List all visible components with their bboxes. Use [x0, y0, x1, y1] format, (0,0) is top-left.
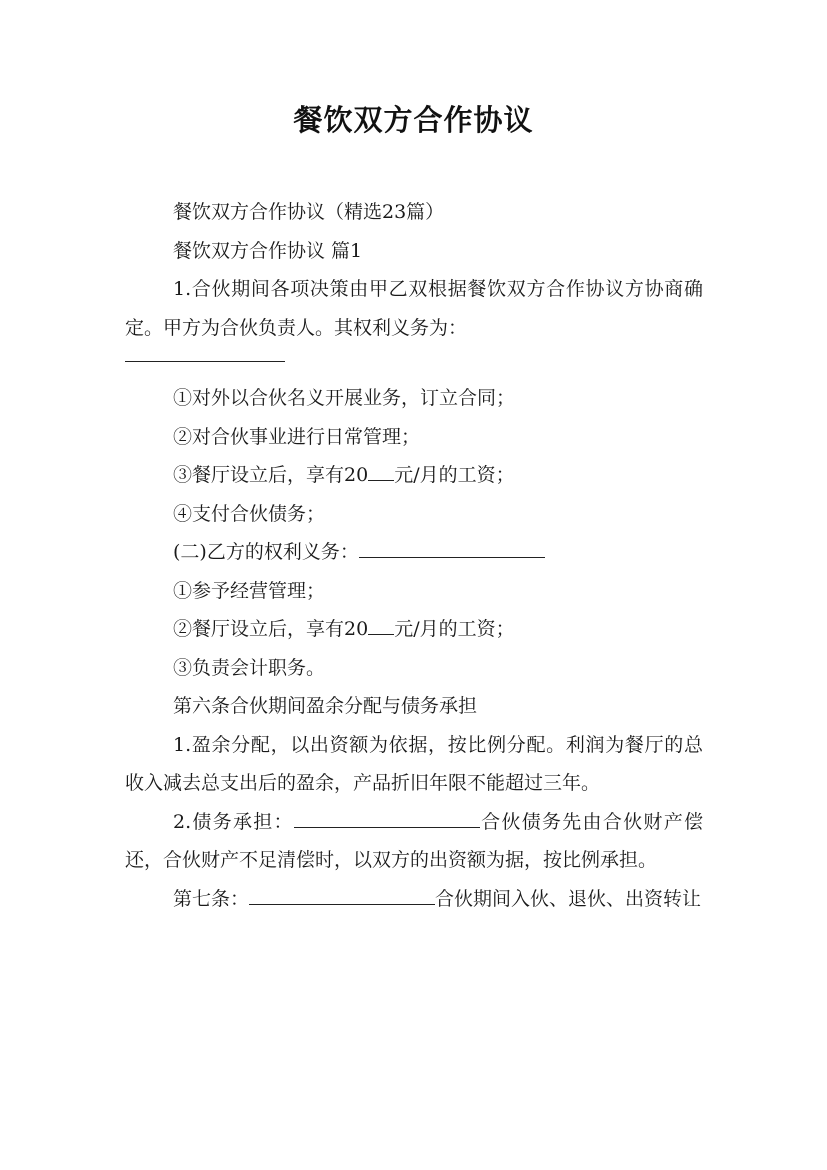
paragraph-section-heading: 餐饮双方合作协议 篇1 [173, 239, 363, 262]
text-fragment: 合伙债务先由合伙财产偿还，合伙财产不足清偿时，以双方的出资额为据，按比例承担。 [125, 810, 703, 871]
list-item-party-b-2 [125, 610, 703, 649]
list-item-party-a-1: ①对外以合伙名义开展业务，订立合同； [173, 387, 516, 409]
paragraph-profit-distribution: 1.盈余分配，以出资额为依据，按比例分配。利润为餐厅的总收入减去总支出后的盈余，产品折旧年限不能超过三年。 [125, 733, 703, 794]
document-body [125, 193, 703, 918]
text-fragment: 合伙期间入伙、退伙、出资转让 [435, 887, 702, 910]
fill-in-blank [368, 479, 394, 481]
fill-in-blank-line [125, 361, 285, 362]
paragraph-decision-clause: 1.合伙期间各项决策由甲乙双根据餐饮双方合作协议方协商确定。甲方为合伙负责人。其权利义务为： [125, 278, 703, 339]
paragraph-article-seven [125, 880, 703, 919]
fill-in-blank [359, 556, 545, 558]
text-fragment: 第七条： [173, 887, 250, 910]
fill-in-blank [368, 633, 394, 635]
text-fragment: ②餐厅设立后，享有20 [173, 618, 369, 640]
paragraph-intro: 餐饮双方合作协议（精选23篇） [173, 201, 445, 223]
text-fragment: ③餐厅设立后，享有20 [173, 464, 369, 486]
list-item-party-b-3: ③负责会计职务。 [173, 656, 326, 679]
fill-in-blank [294, 826, 480, 828]
list-item-party-a-3 [125, 456, 703, 495]
paragraph-article-six: 第六条合伙期间盈余分配与债务承担 [173, 695, 478, 717]
text-fragment: 元/月的工资； [394, 618, 515, 640]
text-fragment: (二)乙方的权利义务： [173, 541, 359, 563]
list-item-party-a-2: ②对合伙事业进行日常管理； [173, 425, 421, 448]
paragraph-debt-bearing [125, 803, 703, 880]
document-title: 餐饮双方合作协议 [293, 103, 534, 137]
fill-in-blank [249, 903, 435, 905]
text-fragment: 2.债务承担： [173, 810, 294, 833]
text-fragment: 元/月的工资； [394, 464, 515, 486]
paragraph-party-b-heading [125, 533, 703, 572]
list-item-party-b-1: ①参予经营管理； [173, 579, 326, 602]
list-item-party-a-4: ④支付合伙债务； [173, 502, 326, 525]
